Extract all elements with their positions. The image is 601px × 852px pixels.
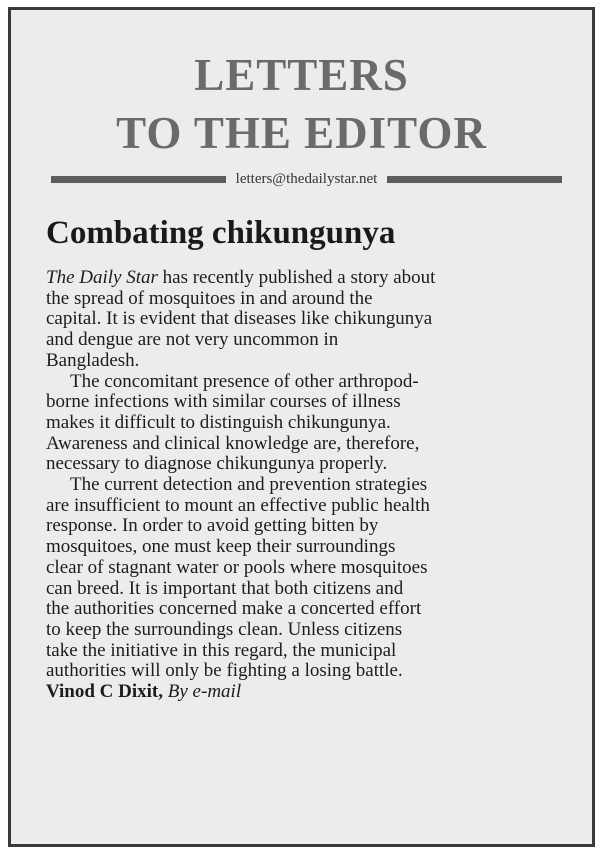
body-line: capital. It is evident that diseases like chikungunya — [46, 308, 433, 330]
body-line: Awareness and clinical knowledge are, therefore, — [46, 432, 420, 454]
body-line: authorities will only be fighting a losing battle. — [46, 660, 403, 682]
masthead-line-2: TO THE EDITOR — [116, 108, 487, 158]
body-line: are insufficient to mount an effective public health — [46, 494, 430, 516]
masthead-line-1: LETTERS — [194, 50, 409, 100]
email-row — [51, 168, 562, 190]
body-line: the spread of mosquitoes in and around the — [46, 287, 373, 309]
body-line — [46, 268, 576, 289]
body-line: necessary to diagnose chikungunya properly. — [46, 453, 388, 475]
body-line: the authorities concerned make a concerted effort — [46, 598, 422, 620]
body-line: take the initiative in this regard, the municipal — [46, 639, 397, 661]
body-line: clear of stagnant water or pools where mosquitoes — [46, 556, 428, 578]
letters-column — [8, 7, 595, 847]
letter-headline: Combating chikungunya — [46, 215, 396, 251]
signature-line — [46, 682, 576, 703]
left-rule — [51, 176, 226, 183]
publication-name: The Daily Star — [46, 267, 158, 288]
body-line: The concomitant presence of other arthropod- — [70, 370, 419, 392]
body-line: Bangladesh. — [46, 349, 140, 371]
letter-body — [46, 268, 576, 703]
body-line: and dengue are not very uncommon in — [46, 329, 339, 351]
body-line: to keep the surroundings clean. Unless citizens — [46, 618, 403, 640]
paragraph-2 — [46, 372, 576, 476]
body-line: The current detection and prevention strategies — [70, 474, 428, 496]
body-line: can breed. It is important that both citizens and — [46, 577, 404, 599]
body-text: has recently published a story about — [157, 267, 436, 288]
body-line: makes it difficult to distinguish chikungunya. — [46, 411, 391, 433]
right-rule — [387, 176, 562, 183]
editor-email: letters@thedailystar.net — [235, 170, 378, 187]
submission-method: By e-mail — [163, 681, 242, 703]
paragraph-1 — [46, 268, 576, 372]
body-line: response. In order to avoid getting bitten by — [46, 515, 379, 537]
signature — [46, 682, 576, 703]
paragraph-3 — [46, 475, 576, 682]
body-line: borne infections with similar courses of illness — [46, 391, 401, 413]
author-name: Vinod C Dixit, — [46, 681, 164, 703]
body-line: mosquitoes, one must keep their surroundings — [46, 536, 396, 558]
